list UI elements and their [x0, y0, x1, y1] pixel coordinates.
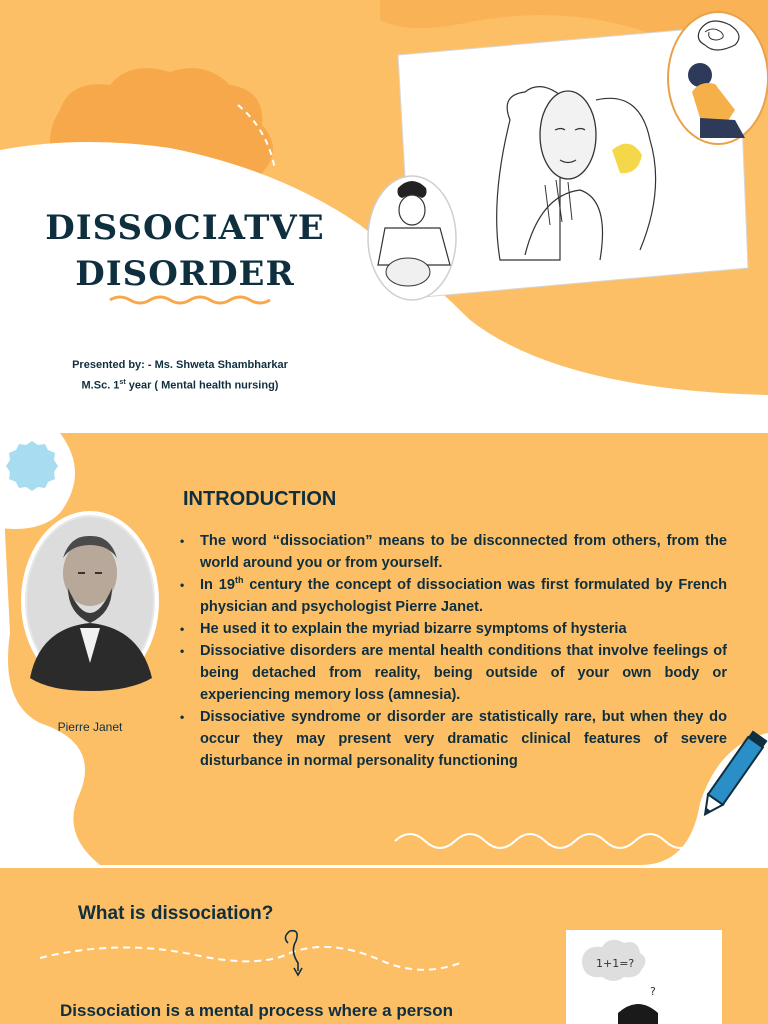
slide-title [20, 205, 350, 297]
thought-bubble-text: 1+1=? [596, 957, 635, 970]
bullet-dot: • [180, 644, 185, 658]
presenter-name: Presented by: - Ms. Shweta Shambharkar [72, 359, 288, 371]
question-mark-text: ? [650, 985, 656, 998]
introduction-slide [0, 433, 768, 865]
portrait-caption: Pierre Janet [57, 720, 123, 734]
confused-boy-illustration [368, 176, 456, 300]
presenter-degree: M.Sc. 1st year ( Mental health nursing) [81, 379, 279, 392]
title-line-2: DISORDER [75, 254, 295, 294]
presenter-info [30, 357, 330, 395]
title-line-1: DISSOCIATVE [45, 208, 325, 248]
bullet-item: • The word “dissociation” means to be disconnected from others, from the world around you or from yourself. [178, 530, 727, 574]
thinking-person-illustration [566, 930, 722, 1024]
bullet-item: • Dissociative syndrome or disorder are statistically rare, but when they do occur they may present very dramatic clinical features of severe disturbance in normal personality functioning [178, 706, 727, 772]
bullet-dot: • [180, 622, 185, 636]
bullet-dot: • [180, 710, 185, 724]
what-is-dissociation-heading: What is dissociation? [78, 903, 274, 924]
what-is-dissociation-slide [0, 868, 768, 1024]
bullet-item: • Dissociative disorders are mental health conditions that involve feelings of being detached from reality, being outside of your own body or experiencing memory loss (amnesia). [178, 640, 727, 706]
dissociation-definition-text: Dissociation is a mental process where a person [60, 1001, 454, 1020]
bullet-item: • In 19th century the concept of dissociation was first formulated by French physician and psychologist Pierre Janet. [180, 575, 727, 615]
sad-woman-illustration [668, 12, 768, 144]
pierre-janet-portrait [23, 513, 157, 691]
bullet-dot: • [180, 534, 185, 548]
bullet-dot: • [180, 578, 185, 592]
introduction-heading: INTRODUCTION [183, 488, 337, 510]
bullet-item: • He used it to explain the myriad bizarre symptoms of hysteria [178, 618, 727, 640]
title-slide [0, 0, 768, 420]
introduction-bullet-list [178, 530, 727, 772]
